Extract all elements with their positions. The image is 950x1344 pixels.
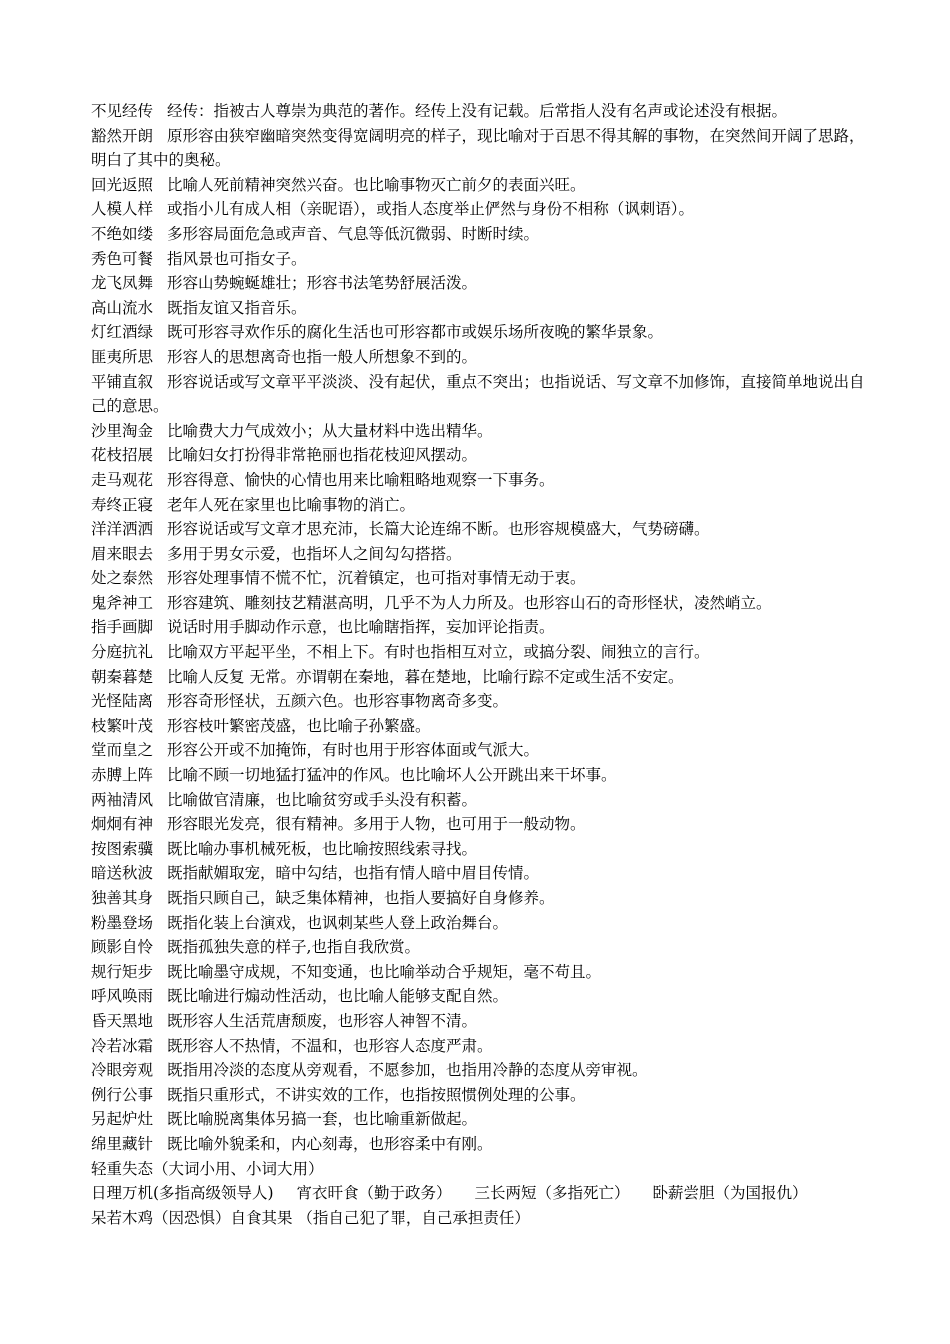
idiom-definition: 经传：指被古人尊崇为典范的著作。经传上没有记载。后常指人没有名声或论述没有根据。 bbox=[167, 102, 788, 120]
idiom-term: 朝秦暮楚 bbox=[91, 667, 154, 686]
idiom-definition: 既指用冷淡的态度从旁观看，不愿参加，也指用冷静的态度从旁审视。 bbox=[167, 1061, 648, 1080]
idiom-entry bbox=[91, 517, 866, 542]
idiom-definition: 既形容人不热情，不温和，也形容人态度严肃。 bbox=[167, 1036, 493, 1055]
idiom-entry bbox=[91, 1034, 866, 1059]
idiom-entry bbox=[91, 763, 866, 788]
idiom-entry bbox=[91, 689, 866, 714]
idiom-term: 鬼斧神工 bbox=[91, 593, 154, 612]
row1-item: 三长两短（多指死亡） bbox=[474, 1184, 630, 1203]
idiom-entry bbox=[91, 812, 866, 837]
document-body bbox=[91, 99, 866, 1230]
idiom-term: 平铺直叙 bbox=[91, 372, 154, 391]
idiom-term: 规行矩步 bbox=[91, 962, 154, 981]
idiom-term: 洋洋洒洒 bbox=[91, 520, 154, 539]
idiom-definition: 比喻不顾一切地猛打猛冲的作风。也比喻坏人公开跳出来干坏事。 bbox=[167, 766, 617, 785]
row1-item: 宵衣旰食（勤于政务） bbox=[296, 1184, 452, 1203]
idiom-definition: 既指友谊又指音乐。 bbox=[167, 298, 307, 317]
idiom-term: 分庭抗礼 bbox=[91, 643, 154, 662]
idiom-entry bbox=[91, 886, 866, 911]
idiom-entry bbox=[91, 173, 866, 198]
idiom-term: 按图索骥 bbox=[91, 839, 154, 858]
idiom-definition: 指风景也可指女子。 bbox=[167, 249, 307, 268]
idiom-definition: 形容说话或写文章才思充沛，长篇大论连绵不断。也形容规模盛大，气势磅礴。 bbox=[167, 520, 710, 539]
idiom-definition: 多形容局面危急或声音、气息等低沉微弱、时断时续。 bbox=[167, 224, 540, 243]
idiom-definition: 比喻双方平起平坐，不相上下。有时也指相互对立，或搞分裂、闹独立的言行。 bbox=[167, 643, 710, 662]
idiom-definition: 既比喻办事机械死板，也比喻按照线索寻找。 bbox=[167, 839, 478, 858]
idiom-definition: 原形容由狭窄幽暗突然变得宽阔明亮的样子，现比喻对于百思不得其解的事物，在突然间开阔了思路，明白了其中的奥秘。 bbox=[91, 126, 865, 170]
idiom-term: 例行公事 bbox=[91, 1085, 154, 1104]
idiom-entry bbox=[91, 124, 866, 173]
idiom-definition: 形容建筑、雕刻技艺精湛高明，几乎不为人力所及。也形容山石的奇形怪状，凌然峭立。 bbox=[167, 593, 772, 612]
section-heading: 轻重失态（大词小用、小词大用） bbox=[91, 1159, 324, 1178]
idiom-term: 不绝如缕 bbox=[91, 224, 154, 243]
idiom-term: 眉来眼去 bbox=[91, 544, 154, 563]
idiom-entry bbox=[91, 296, 866, 321]
idiom-definition: 既比喻墨守成规，不知变通，也比喻举动合乎规矩，毫不苟且。 bbox=[167, 962, 602, 981]
idiom-entry bbox=[91, 935, 866, 960]
idiom-definition: 既比喻脱离集体另搞一套，也比喻重新做起。 bbox=[167, 1110, 478, 1129]
idiom-entry bbox=[91, 370, 866, 419]
idiom-definition: 既比喻外貌柔和，内心刻毒，也形容柔中有刚。 bbox=[167, 1134, 493, 1153]
idiom-entry bbox=[91, 640, 866, 665]
idiom-term: 绵里藏针 bbox=[91, 1134, 154, 1153]
idiom-term: 高山流水 bbox=[91, 298, 154, 317]
idiom-definition: 比喻做官清廉，也比喻贫穷或手头没有积蓄。 bbox=[167, 790, 478, 809]
idiom-term: 走马观花 bbox=[91, 470, 154, 489]
idiom-entry bbox=[91, 984, 866, 1009]
idiom-entry bbox=[91, 468, 866, 493]
idiom-term: 昏天黑地 bbox=[91, 1011, 154, 1030]
idiom-definition: 形容公开或不加掩饰，有时也用于形容体面或气派大。 bbox=[167, 741, 540, 760]
idiom-entry bbox=[91, 1107, 866, 1132]
idiom-entry bbox=[91, 443, 866, 468]
idiom-term: 沙里淘金 bbox=[91, 421, 154, 440]
idiom-term: 赤膊上阵 bbox=[91, 766, 154, 785]
idiom-definition: 老年人死在家里也比喻事物的消亡。 bbox=[167, 495, 416, 514]
idiom-definition: 形容说话或写文章平平淡淡、没有起伏，重点不突出；也指说话、写文章不加修饰，直接简单地说出自己的意思。 bbox=[91, 372, 865, 416]
idiom-entry bbox=[91, 566, 866, 591]
idiom-entry bbox=[91, 345, 866, 370]
idiom-term: 两袖清风 bbox=[91, 790, 154, 809]
idiom-entry bbox=[91, 493, 866, 518]
idiom-term: 花枝招展 bbox=[91, 446, 154, 465]
idiom-definition: 既指只重形式，不讲实效的工作，也指按照惯例处理的公事。 bbox=[167, 1085, 586, 1104]
idiom-entry bbox=[91, 1009, 866, 1034]
idiom-definition: 既比喻进行煽动性活动，也比喻人能够支配自然。 bbox=[167, 987, 509, 1006]
idiom-definition: 比喻人死前精神突然兴奋。也比喻事物灭亡前夕的表面兴旺。 bbox=[167, 175, 586, 194]
idiom-definition: 既指化装上台演戏，也讽刺某些人登上政治舞台。 bbox=[167, 913, 509, 932]
idiom-term: 人模人样 bbox=[91, 200, 154, 219]
idiom-definition: 形容处理事情不慌不忙，沉着镇定，也可指对事情无动于衷。 bbox=[167, 569, 586, 588]
idiom-definition: 或指小儿有成人相（亲昵语），或指人态度举止俨然与身份不相称（讽刺语）。 bbox=[167, 200, 695, 219]
idiom-definition: 既指献媚取宠，暗中勾结，也指有情人暗中眉目传情。 bbox=[167, 864, 540, 883]
idiom-entry bbox=[91, 1083, 866, 1108]
idiom-term: 匪夷所思 bbox=[91, 347, 154, 366]
idiom-term: 不见经传 bbox=[91, 102, 154, 120]
idiom-term: 处之泰然 bbox=[91, 569, 154, 588]
idiom-definition: 比喻人反复 无常。亦谓朝在秦地，暮在楚地，比喻行踪不定或生活不安定。 bbox=[167, 667, 684, 686]
idiom-term: 粉墨登场 bbox=[91, 913, 154, 932]
idiom-term: 豁然开朗 bbox=[91, 126, 154, 145]
idiom-term: 另起炉灶 bbox=[91, 1110, 154, 1129]
idiom-term: 龙飞凤舞 bbox=[91, 274, 154, 293]
idiom-entry bbox=[91, 837, 866, 862]
idiom-definition: 多用于男女示爱，也指坏人之间勾勾搭搭。 bbox=[167, 544, 462, 563]
idiom-term: 炯炯有神 bbox=[91, 815, 154, 834]
idiom-definition: 既指只顾自己，缺乏集体精神，也指人要搞好自身修养。 bbox=[167, 889, 555, 907]
idiom-definition: 形容枝叶繁密茂盛，也比喻子孙繁盛。 bbox=[167, 716, 431, 735]
idiom-term: 枝繁叶茂 bbox=[91, 716, 154, 735]
idiom-definition: 既形容人生活荒唐颓废，也形容人神智不清。 bbox=[167, 1011, 478, 1030]
idiom-entry bbox=[91, 1132, 866, 1157]
idiom-term: 暗送秋波 bbox=[91, 864, 154, 883]
idiom-term: 冷眼旁观 bbox=[91, 1061, 154, 1080]
idiom-term: 光怪陆离 bbox=[91, 692, 154, 711]
idiom-term: 灯红酒绿 bbox=[91, 323, 154, 342]
idiom-term: 堂而皇之 bbox=[91, 741, 154, 760]
idiom-entry bbox=[91, 99, 866, 124]
idiom-entry bbox=[91, 247, 866, 272]
row1-item: 卧薪尝胆（为国报仇） bbox=[652, 1184, 808, 1203]
idiom-entry bbox=[91, 222, 866, 247]
idiom-definition: 形容人的思想离奇也指一般人所想象不到的。 bbox=[167, 347, 478, 366]
idiom-term: 独善其身 bbox=[91, 889, 154, 907]
idiom-definition: 既指孤独失意的样子,也指自我欣赏。 bbox=[167, 938, 420, 957]
idiom-definition: 说话时用手脚动作示意，也比喻瞎指挥，妄加评论指责。 bbox=[167, 618, 555, 637]
idiom-definition: 形容得意、愉快的心情也用来比喻粗略地观察一下事务。 bbox=[167, 470, 555, 489]
idiom-entry bbox=[91, 738, 866, 763]
idiom-row-1 bbox=[91, 1181, 866, 1206]
idiom-term: 指手画脚 bbox=[91, 618, 154, 637]
idiom-entry bbox=[91, 714, 866, 739]
idiom-entry bbox=[91, 960, 866, 985]
idiom-entry bbox=[91, 197, 866, 222]
idiom-entry bbox=[91, 419, 866, 444]
idiom-term: 秀色可餐 bbox=[91, 249, 154, 268]
idiom-entry bbox=[91, 911, 866, 936]
idiom-definition: 形容奇形怪状，五颜六色。也形容事物离奇多变。 bbox=[167, 692, 509, 711]
idiom-term: 寿终正寝 bbox=[91, 495, 154, 514]
idiom-definition: 比喻妇女打扮得非常艳丽也指花枝迎风摆动。 bbox=[167, 446, 478, 465]
idiom-definition: 比喻费大力气成效小；从大量材料中选出精华。 bbox=[167, 421, 493, 440]
idiom-entry bbox=[91, 591, 866, 616]
idiom-definition: 形容眼光发亮，很有精神。多用于人物，也可用于一般动物。 bbox=[167, 815, 586, 834]
idiom-term: 顾影自怜 bbox=[91, 938, 154, 957]
idiom-definition: 形容山势蜿蜒雄壮；形容书法笔势舒展活泼。 bbox=[167, 274, 478, 293]
idiom-entry bbox=[91, 665, 866, 690]
idiom-term: 呼风唤雨 bbox=[91, 987, 154, 1006]
idiom-entry bbox=[91, 542, 866, 567]
idiom-entry bbox=[91, 320, 866, 345]
idiom-entry bbox=[91, 861, 866, 886]
idiom-term: 回光返照 bbox=[91, 175, 154, 194]
idiom-entry bbox=[91, 271, 866, 296]
idiom-list bbox=[91, 99, 866, 1157]
row1-item: 日理万机(多指高级领导人) bbox=[91, 1184, 274, 1203]
idiom-term: 冷若冰霜 bbox=[91, 1036, 154, 1055]
idiom-entry bbox=[91, 788, 866, 813]
idiom-definition: 既可形容寻欢作乐的腐化生活也可形容都市或娱乐场所夜晚的繁华景象。 bbox=[167, 323, 664, 342]
idiom-entry bbox=[91, 615, 866, 640]
idiom-entry bbox=[91, 1058, 866, 1083]
idiom-row-2: 呆若木鸡（因恐惧）自食其果 （指自己犯了罪，自己承担责任） bbox=[91, 1208, 530, 1227]
